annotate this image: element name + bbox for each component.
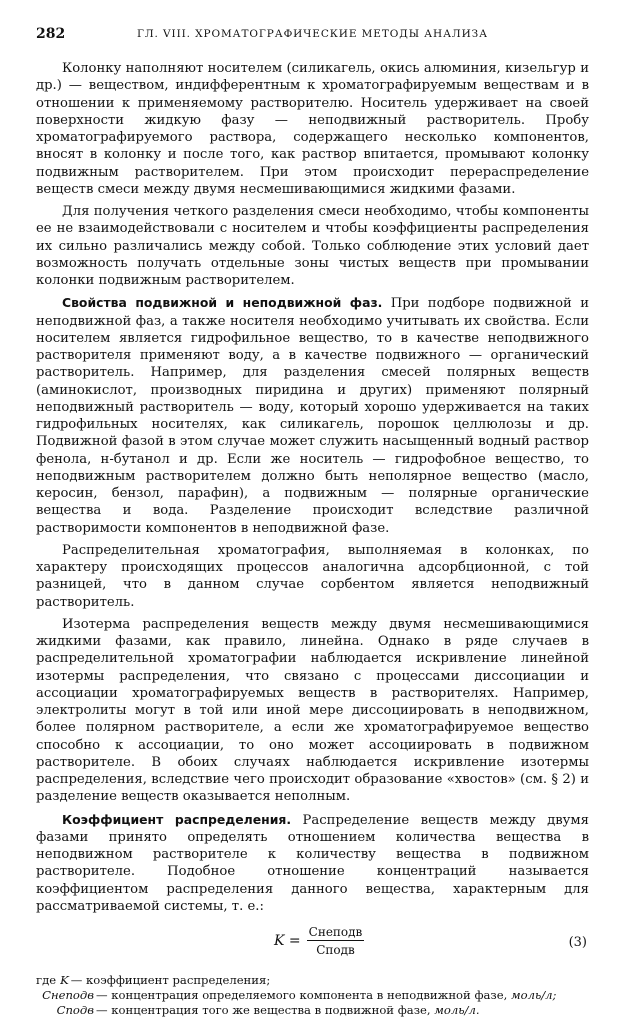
- legend-desc-text: — концентрация определяемого компонента в неподвижной фазе,: [96, 988, 511, 1002]
- legend-desc: [94, 988, 556, 1003]
- running-title: ГЛ. VIII. ХРОМАТОГРАФИЧЕСКИЕ МЕТОДЫ АНАЛИЗА: [137, 28, 488, 40]
- legend-lead: где: [36, 973, 57, 987]
- subheading-distribution-coefficient: Коэффициент распределения.: [62, 811, 292, 827]
- formula-denominator: Cподв: [316, 943, 355, 957]
- formula-legend: [36, 973, 589, 1018]
- legend-unit: моль/л;: [510, 988, 557, 1002]
- legend-unit: моль/л.: [434, 1003, 480, 1017]
- legend-desc-text: — концентрация того же вещества в подвижной фазе,: [96, 1003, 435, 1017]
- formula-block: [36, 921, 589, 971]
- legend-term: K: [60, 973, 69, 987]
- paragraph-column-chromatography: Распределительная хроматография, выполняемая в колонках, по характеру происходящих процессов аналогична адсорбционной, с той разницей, что в данном случае сорбентом является неподвижный растворитель.: [36, 542, 589, 610]
- legend-row: [36, 1003, 589, 1018]
- legend-row: [36, 973, 589, 988]
- formula-numerator: Cнеподв: [308, 925, 363, 939]
- paragraph-phase-properties-text: При подборе подвижной и неподвижной фаз, а также носителя необходимо учитывать их свойства. Если носителем является гидрофильное вещество, то в качестве неподвижного растворителя применяют воду, а в качестве подвижного — органический растворитель. Например, для разделения смесей полярных веществ (аминокислот, производных пиридина и других) применяют полярный неподвижный растворитель — воду, который хорошо удерживается на таких гидрофильных носителях, как силикагель, порошок целлюлозы и др. Подвижной фазой в этом случае может служить насыщенный водный раствор фенола, н-бутанол и др. Если же носитель — гидрофобное вещество, то неподвижным растворителем должно быть неполярное вещество (масло, керосин, бензол, парафин), а подвижным — полярные органические вещества и вода. Разделение происходит вследствие различной растворимости компонентов в неподвижной фазе.: [36, 296, 589, 536]
- formula-fraction: [307, 925, 365, 957]
- legend-desc: — коэффициент распределения;: [70, 973, 271, 987]
- paragraph-column-filling: Колонку наполняют носителем (силикагель, окись алюминия, кизельгур и др.) — веществом, индифферентным к хроматографируемым веществам и в отношении к применяемому растворителю. Носитель удерживает на своей поверхности жидкую фазу — неподвижный растворитель. Пробу хроматографируемого раствора, содержащего несколько компонентов, вносят в колонку и после того, как раствор впитается, промывают колонку подвижным растворителем. При этом происходит перераспределение веществ смеси между двумя несмешивающимися жидкими фазами.: [36, 61, 589, 197]
- legend-desc: [94, 1003, 480, 1018]
- distribution-formula: [274, 925, 364, 957]
- paragraph-distribution-coefficient: [36, 811, 589, 916]
- equation-number: (3): [568, 935, 587, 950]
- subheading-phase-properties: Свойства подвижной и неподвижной фаз.: [62, 295, 383, 311]
- formula-lhs: K =: [274, 933, 301, 949]
- legend-term: Cнеподв: [42, 988, 94, 1002]
- paragraph-separation-conditions: Для получения четкого разделения смеси необходимо, чтобы компоненты ее не взаимодействовали с носителем и чтобы коэффициенты распределения их сильно различались между собой. Только соблюдение этих условий дает возможность получать отдельные зоны чистых веществ при промывании колонки подвижным растворителем.: [36, 204, 589, 288]
- legend-row: [36, 988, 589, 1003]
- page-number: 282: [36, 26, 66, 42]
- paragraph-phase-properties: [36, 294, 589, 537]
- paragraph-distribution-coefficient-text: Распределение веществ между двумя фазами принято определять отношением количества вещества в неподвижном растворителе к количеству вещества в подвижном растворителе. Подобное отношение концентраций называется коэффициентом распределения данного вещества, характерным для рассматриваемой системы, т. е.:: [36, 812, 589, 914]
- page-body: [36, 60, 589, 1018]
- paragraph-isotherm: Изотерма распределения веществ между двумя несмешивающимися жидкими фазами, как правило, линейна. Однако в ряде случаев в распределительной хроматографии наблюдается искривление линейной изотермы распределения, что связано с процессами диссоциации и ассоциации хроматографируемых веществ в растворителях. Например, электролиты могут в той или иной мере диссоциировать в неподвижном, более полярном растворителе, а если же хроматографируемое вещество способно к ассоциации, то оно может ассоциировать в подвижном растворителе. В обоих случаях наблюдается искривление изотермы распределения, вследствие чего происходит образование «хвостов» (см. § 2) и разделение веществ оказывается неполным.: [36, 616, 589, 805]
- page-header: [36, 22, 589, 46]
- legend-term: Cподв: [56, 1003, 94, 1017]
